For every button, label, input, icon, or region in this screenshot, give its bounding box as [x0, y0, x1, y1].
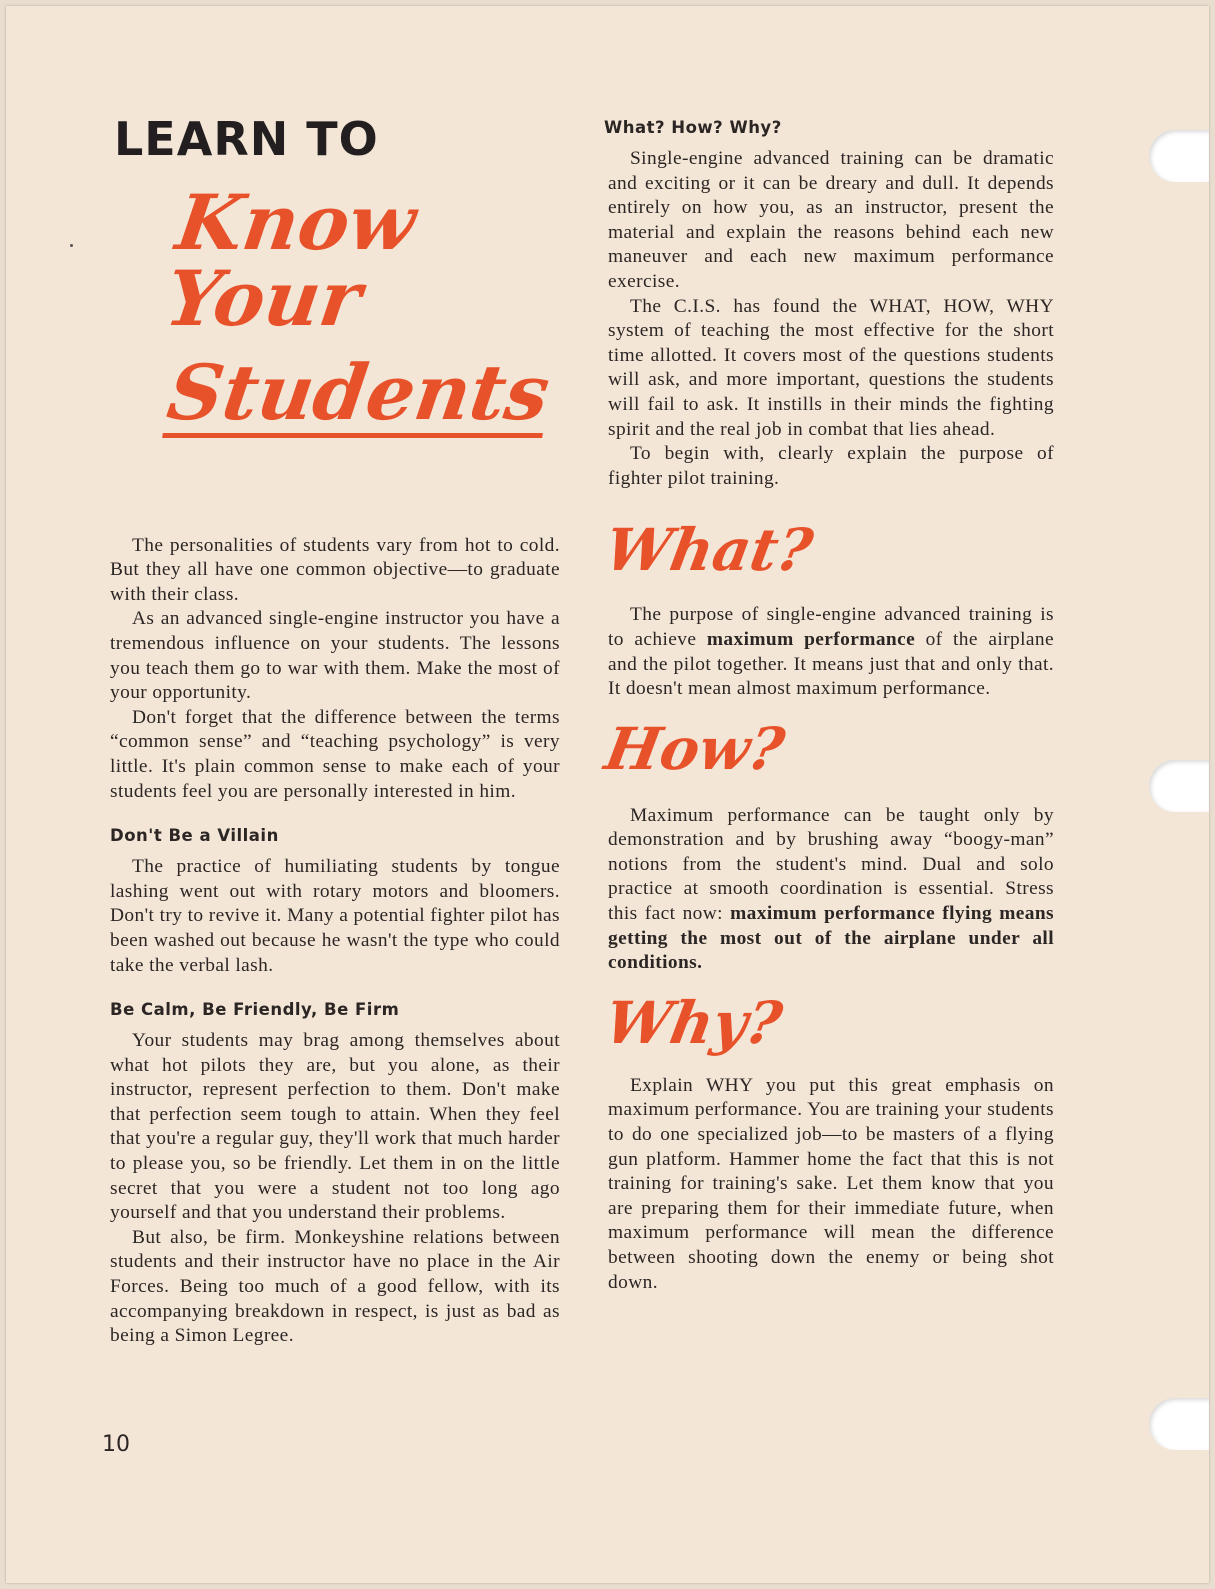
script-heading-why: Why?: [600, 988, 787, 1057]
paragraph: The practice of humiliating students by tongue lashing went out with rotary motors and bloomers. Don't try to revive it. Many a potential fighter pilot has been washed out because he wasn't the type who could take the verbal lash.: [110, 856, 560, 976]
paragraph: But also, be firm. Monkeyshine relations between students and their instructor have no place in the Air Forces. Being too much of a good fellow, with its accompanying breakdown in respect, is just as bad as being a Simon Legree.: [110, 1226, 560, 1347]
title-script-know-your: Know Your: [160, 177, 422, 343]
paper-speck: [70, 244, 73, 247]
what-section: [608, 603, 1054, 701]
bold-text: maximum performance: [706, 628, 916, 650]
title-learn-to: LEARN TO: [114, 112, 379, 166]
paragraph: [608, 804, 1054, 976]
text: Maximum performance can be taught only by demonstration and by brushing away “boogy-man” notions from the student's mind. Dual and solo practice at smooth coordination is essential. Stress this fact now:: [608, 804, 1054, 925]
binder-hole: [1149, 1398, 1209, 1450]
document-page: [6, 6, 1209, 1583]
left-column: [110, 114, 560, 1349]
right-column: [600, 118, 1055, 1295]
binder-hole: [1149, 760, 1209, 812]
how-section: [608, 804, 1054, 976]
script-heading-what: What?: [600, 516, 818, 585]
paragraph: Single-engine advanced training can be dramatic and exciting or it can be dreary and dull. It depends entirely on how you, as an instructor, present the material and explain the reasons behind each new maneuver and each new maximum performance exercise.: [608, 148, 1054, 292]
paragraph: The personalities of students vary from hot to cold. But they all have one common objective—to graduate with their class.: [110, 534, 560, 605]
title-script-students: Students: [162, 347, 555, 437]
subheading-villain: Don't Be a Villain: [110, 826, 279, 846]
binder-hole: [1149, 130, 1209, 182]
paragraph: As an advanced single-engine instructor you have a tremendous influence on your students. The lessons you teach them go to war with them. Make the most of your opportunity.: [110, 608, 560, 704]
paragraph: Your students may brag among themselves about what hot pilots they are, but you alone, as their instructor, represent perfection to them. Don't make that perfection seem tough to attain. When they feel that you're a regular guy, they'll work that much harder to please you, so be friendly. Let them in on the little secret that you were a student not too long ago yourself and that you understand their problems.: [110, 1030, 560, 1224]
script-heading-how: How?: [600, 714, 790, 783]
paragraph: Explain WHY you put this great emphasis on maximum performance. You are training your students to do one specialized job—to be masters of a flying gun platform. Hammer home the fact that this is not training for training's sake. Let them know that you are preparing them for their immediate future, when maximum performance will mean the difference between shooting down the enemy or being shot down.: [608, 1074, 1054, 1293]
text: The purpose of single-engine advanced training is to achieve: [608, 604, 1054, 650]
subheading-calm-friendly-firm: Be Calm, Be Friendly, Be Firm: [110, 1000, 400, 1020]
wwh-section: [608, 147, 1054, 491]
page-number: 10: [102, 1432, 130, 1457]
paragraph: [608, 603, 1054, 701]
bold-text: maximum performance flying means getting the most out of the airplane under all conditions.: [608, 903, 1054, 974]
calm-section: [110, 1029, 560, 1349]
why-section: [608, 1074, 1054, 1295]
paragraph: The C.I.S. has found the WHAT, HOW, WHY system of teaching the most effective for the short time allotted. It covers most of the questions students will ask, and more important, questions the students will fail to ask. It instills in their minds the fighting spirit and the real job in combat that lies ahead.: [608, 295, 1054, 440]
subheading-what-how-why: What? How? Why?: [604, 118, 782, 137]
intro-section: [110, 534, 560, 805]
text: of the airplane and the pilot together. It means just that and only that. It doesn't mean almost maximum performance.: [608, 628, 1055, 700]
villain-section: [110, 855, 560, 978]
paragraph: To begin with, clearly explain the purpose of fighter pilot training.: [608, 443, 1054, 489]
paragraph: Don't forget that the difference between the terms “common sense” and “teaching psychology” is very little. It's plain common sense to make each of your students feel you are personally interested in him.: [110, 706, 560, 802]
